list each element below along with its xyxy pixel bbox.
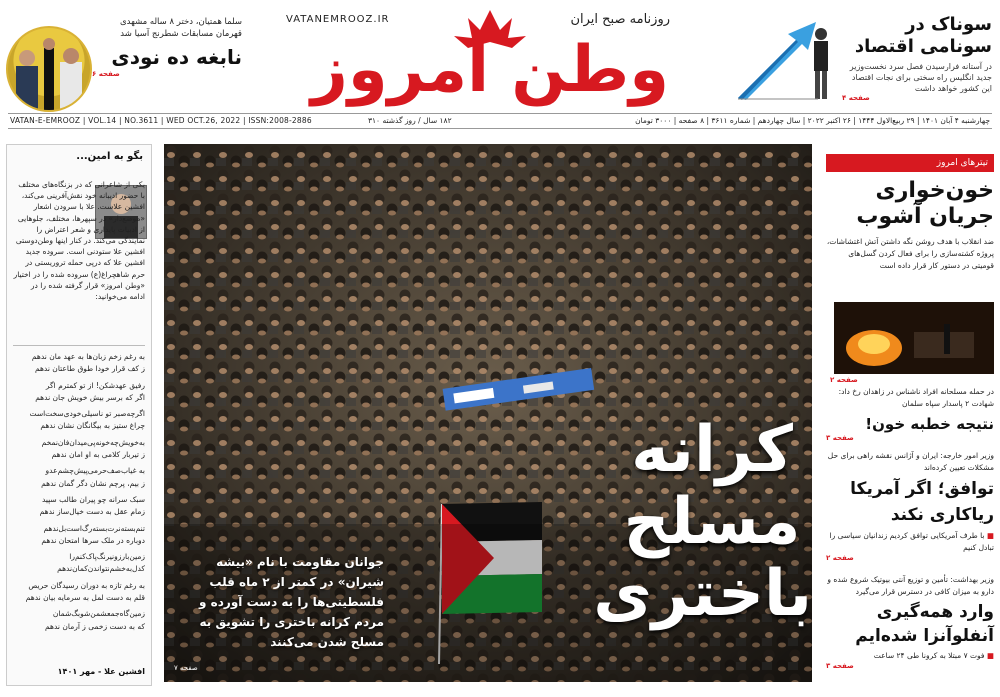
fire-photo (834, 302, 994, 374)
issue-info-persian: چهارشنبه ۴ آبان ۱۴۰۱ | ۲۹ ربیع‌الاول ۱۴۴۴ | ۲۶ اکتبر ۲۰۲۲ | سال چهاردهم | شماره ۳۶۱۱ | ۸ صفحه | ۳۰۰۰ تومان (635, 116, 990, 125)
main-headline: کرانه مسلح باختری (593, 413, 812, 631)
poem-line: که به دست زخمی ز آرمان ندهم (45, 621, 145, 631)
story-2-summary: در حمله مسلحانه افراد ناشناس در زاهدان رخ داد: شهادت ۲ پاسدار سپاه سلمان (838, 387, 994, 408)
story-1-page: صفحه ۲ (830, 376, 858, 384)
story-4-page: صفحه ۳ (826, 662, 854, 670)
left-promo-kicker: سلما همتیان، دختر ۸ ساله مشهدی قهرمان مسابقات شطرنج آسیا شد (120, 17, 242, 39)
newspaper-logo[interactable] (250, 8, 730, 108)
masthead-right-promo[interactable] (842, 14, 992, 102)
right-promo-page: صفحه ۴ (842, 94, 870, 102)
poem-line: تنم‌بسته‌نرت‌بسته‌رگ‌است‌بل‌ندهم (43, 523, 145, 533)
story-2[interactable] (826, 386, 994, 442)
poem-signature: افشین علا - مهر ۱۴۰۱ (57, 667, 145, 676)
story-3-summary: وزیر امور خارجه: ایران و آژانس نقشه راهی برای حل مشکلات تعیین کرده‌اند (827, 451, 994, 472)
poem-line: به‌خویش‌چه‌خونه‌پی‌میدان‌فان‌نمخم (41, 437, 145, 447)
story-3[interactable] (826, 450, 994, 562)
poem-line: به رغم زخم زبان‌ها به عهد مان ندهم (31, 352, 145, 361)
issue-info-bar (8, 113, 992, 129)
masthead (0, 0, 1000, 112)
section-label: تیترهای امروز (826, 154, 994, 172)
poem-line: چراغ ستیز به بیگانگان نشان ندهم (40, 421, 145, 431)
story-1-headline: خون‌خواری جریان آشوب (856, 178, 994, 229)
poem-line: ز بیم، پرچم نشان دگر گمان ندهم (41, 478, 145, 488)
left-promo-headline: نابغه ده نودی (111, 45, 242, 69)
left-promo-page: صفحه ۶ (92, 70, 120, 78)
poem-line: دوباره در ملک سرها امتحان ندهم (41, 535, 145, 545)
masthead-left-promo[interactable] (92, 16, 242, 78)
main-page-ref: صفحه ۷ (174, 664, 198, 672)
right-promo-headline: سوناک در سونامی اقتصاد (854, 14, 992, 57)
fire-scene (834, 302, 994, 374)
story-3-kicker (826, 530, 994, 554)
story-4-headline: وارد همه‌گیری آنفلوآنزا شده‌ایم (855, 602, 994, 646)
story-4-summary: وزیر بهداشت: تأمین و توزیع آنتی بیوتیک شروع شده و دارو به میزان کافی در دسترس قرار می‌گیرد (827, 575, 994, 596)
logo-wordmark: وطن امروز (311, 33, 669, 107)
poem-line: رفیق عهدشکن! از تو کمترم اگر (45, 380, 145, 390)
poem-line: سبک سرانه چو پیران طالب سپید (41, 494, 145, 504)
poem-divider (13, 345, 145, 346)
poem-column (6, 144, 152, 686)
poem-line: به رغم تازه به دوران رسیدگان حریص (28, 580, 145, 590)
story-3-kicker-text: با طرف آمریکایی توافق کردیم زندانیان سیاسی را تبادل کنیم (829, 531, 994, 552)
poem-line: زمین‌گاه‌جمعشمن‌شوبگ‌شمان (52, 609, 145, 619)
bullet-icon: ■ (984, 651, 994, 660)
poem-line: ز کف قرار خودا طوق طاعتان ندهم (34, 364, 145, 374)
chess-champion-figure (8, 28, 90, 110)
poem-line: قلم به دست لمل به سرمایه بیان ندهم (25, 593, 145, 603)
poem-line: اگرچه‌صبر تو ناسیلی‌خودی‌سخت‌است (29, 409, 145, 419)
poem-line: به غیاب‌صف‌حرمی‌پیش‌چشم‌عدو (45, 466, 145, 476)
poem-line: زمین‌بار‌ز‌ونیرنگ‌پاک‌کنم‌را (69, 552, 145, 562)
story-2-page: صفحه ۳ (826, 434, 854, 442)
site-url[interactable]: VATANEMROOZ.IR (286, 14, 390, 25)
story-4-kicker-text: فوت ۷ مبتلا به کرونا طی ۲۴ ساعت (873, 651, 985, 660)
poem-line: ز تیربار کلامی به او امان ندهم (51, 450, 145, 460)
poem-line: زمام عقل به دست خیال‌ساز ندهم (39, 507, 145, 517)
story-3-page: صفحه ۲ (826, 554, 854, 562)
story-1-summary: ضد انقلاب با هدف روشن نگه داشتن آتش اغتشاشات، پروژه کشته‌سازی را برای فعال کردن گسل‌های قومیتی در دستور کار قرار داده است (826, 237, 994, 270)
issue-info-center: ۱۸۲ سال / روز گذشته ۳۱۰ (368, 116, 452, 125)
tagline: روزنامه صبح ایران (570, 12, 670, 27)
headlines-column (826, 144, 994, 684)
story-4[interactable] (826, 574, 994, 670)
main-caption: جوانان مقاومت با نام «بیشه شیران» در کمتر از ۲ ماه قلب فلسطینی‌ها را به دست آورده و مردم کرانه باختری را تشویق به مسلح شدن می‌کنند (199, 555, 384, 649)
story-3-headline: توافق؛ اگر آمریکا ریاکاری نکند (850, 479, 994, 525)
bullet-icon: ■ (984, 531, 994, 540)
poem-line: کدل‌به‌خشم‌نتواندن‌کمان‌ندهم (57, 564, 145, 574)
story-4-kicker (826, 650, 994, 662)
poem-line: اگر که برسر بیش خویش جان ندهم (35, 392, 145, 402)
main-photo[interactable] (164, 144, 812, 682)
story-1[interactable] (826, 178, 994, 272)
right-promo-summary: در آستانه فرارسیدن فصل سرد نخست‌وزیر جدید انگلیس راه سختی برای نجات اقتصاد این کشور خواهد داشت (849, 62, 992, 93)
issue-info-latin: VATAN-E-EMROOZ | VOL.14 | NO.3611 | WED OCT.26, 2022 | ISSN:2008-2886 (10, 116, 312, 125)
rising-arrow-graphic (736, 18, 818, 100)
poem-column-title: بگو به امین... (76, 151, 143, 162)
poem-intro: یکی از شاعرانی که در بزنگاه‌های مختلف با حضور ادیبانه خود نقش‌آفرینی می‌کند، افشین علاست. علا با سرودن اشعار «موضع‌دار» در سپهرها، مختلف، جلوهایی از ادبیات پایداری و شعر اعتراض را نمایندگی می‌کند. در کنار اینها وطن‌دوستی افشین علا ستودنی است. سروده جدید افشین علا که درپی حمله تروریستی در حرم شاهچراغ(ع) سروده شده را در اختیار «وطن امروز» قرار گرفته شده را در ادامه می‌خوانید: (13, 180, 145, 302)
poem-body (13, 351, 145, 633)
chess-champion-photo (6, 26, 92, 112)
story-2-headline: نتیجه خطبه خون! (865, 415, 994, 433)
